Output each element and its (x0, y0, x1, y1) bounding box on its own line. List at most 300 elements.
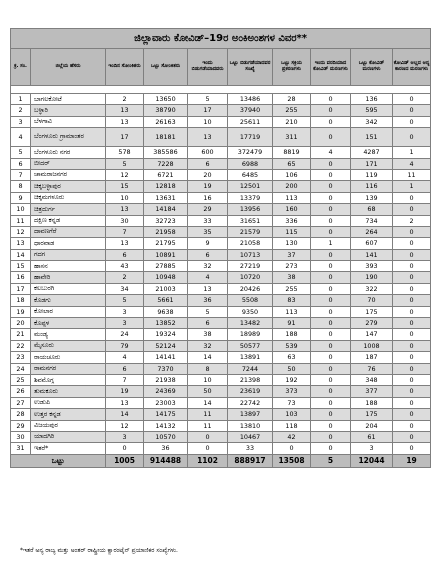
value-cell: 377 (351, 386, 393, 397)
total-value-cell: 888917 (228, 454, 273, 467)
total-value-cell: 914488 (144, 454, 188, 467)
value-cell: 14132 (144, 420, 188, 431)
value-cell: 9 (188, 238, 228, 249)
value-cell: 12818 (144, 181, 188, 192)
value-cell: 0 (311, 374, 351, 385)
value-cell: 38790 (144, 105, 188, 116)
value-cell: 11 (393, 169, 431, 180)
value-cell: 13 (106, 116, 144, 127)
value-cell: 0 (393, 420, 431, 431)
value-cell: 3 (106, 318, 144, 329)
spacer-row (11, 86, 431, 94)
value-cell: 7 (106, 226, 144, 237)
value-cell: 26163 (144, 116, 188, 127)
value-cell: 21958 (144, 226, 188, 237)
value-cell: 68 (351, 204, 393, 215)
table-row (11, 340, 431, 351)
district-name-cell: ತುಮಕೂರು (31, 386, 106, 397)
value-cell: 116 (351, 181, 393, 192)
value-cell: 34 (106, 283, 144, 294)
table-row (11, 215, 431, 226)
table-row (11, 352, 431, 363)
district-name-cell: ರಾಮನಗರ (31, 363, 106, 374)
value-cell: 0 (311, 352, 351, 363)
district-name-cell: ಮಂಡ್ಯ (31, 329, 106, 340)
value-cell: 11 (188, 409, 228, 420)
value-cell: 23003 (144, 397, 188, 408)
value-cell: 17719 (228, 128, 273, 147)
district-name-cell: ಚಿಕ್ಕಮಗಳೂರು (31, 192, 106, 203)
value-cell: 0 (393, 397, 431, 408)
table-row (11, 105, 431, 116)
value-cell: 14184 (144, 204, 188, 215)
serial-cell: 21 (11, 329, 31, 340)
value-cell: 21579 (228, 226, 273, 237)
value-cell: 0 (311, 261, 351, 272)
value-cell: 0 (393, 443, 431, 454)
value-cell: 33 (188, 215, 228, 226)
total-value-cell: 13508 (273, 454, 311, 467)
table-row (11, 158, 431, 169)
district-covid-table (10, 28, 431, 468)
value-cell: 10467 (228, 431, 273, 442)
value-cell: 7 (106, 374, 144, 385)
value-cell: 15 (106, 181, 144, 192)
value-cell: 0 (106, 443, 144, 454)
value-cell: 0 (188, 443, 228, 454)
value-cell: 0 (393, 374, 431, 385)
value-cell: 63 (273, 352, 311, 363)
district-name-cell: ಹಾವೇರಿ (31, 272, 106, 283)
table-row (11, 249, 431, 260)
value-cell: 264 (351, 226, 393, 237)
value-cell: 210 (273, 116, 311, 127)
table-row (11, 181, 431, 192)
value-cell: 20 (188, 169, 228, 180)
value-cell: 600 (188, 147, 228, 158)
value-cell: 0 (311, 158, 351, 169)
value-cell: 0 (393, 340, 431, 351)
value-cell: 0 (311, 116, 351, 127)
value-cell: 0 (393, 238, 431, 249)
value-cell: 18181 (144, 128, 188, 147)
table-row (11, 226, 431, 237)
table-row (11, 169, 431, 180)
value-cell: 38 (273, 272, 311, 283)
value-cell: 578 (106, 147, 144, 158)
serial-cell: 18 (11, 295, 31, 306)
table-row (11, 329, 431, 340)
value-cell: 61 (351, 431, 393, 442)
value-cell: 5508 (228, 295, 273, 306)
value-cell: 6721 (144, 169, 188, 180)
value-cell: 0 (311, 169, 351, 180)
serial-cell: 23 (11, 352, 31, 363)
serial-cell: 2 (11, 105, 31, 116)
serial-cell: 30 (11, 431, 31, 442)
value-cell: 106 (273, 169, 311, 180)
total-value-cell: 1102 (188, 454, 228, 467)
table-row (11, 238, 431, 249)
value-cell: 21058 (228, 238, 273, 249)
table-row (11, 374, 431, 385)
serial-cell: 24 (11, 363, 31, 374)
value-cell: 32 (188, 340, 228, 351)
value-cell: 0 (393, 295, 431, 306)
table-row (11, 272, 431, 283)
value-cell: 50577 (228, 340, 273, 351)
serial-cell: 29 (11, 420, 31, 431)
value-cell: 0 (311, 192, 351, 203)
value-cell: 50 (188, 386, 228, 397)
value-cell: 13 (106, 204, 144, 215)
value-cell: 4 (188, 272, 228, 283)
value-cell: 37 (273, 249, 311, 260)
value-cell: 0 (393, 386, 431, 397)
value-cell: 0 (393, 283, 431, 294)
value-cell: 0 (311, 215, 351, 226)
value-cell: 2 (393, 215, 431, 226)
value-cell: 151 (351, 128, 393, 147)
value-cell: 119 (351, 169, 393, 180)
district-name-cell: ಬೆಳಗಾವಿ (31, 116, 106, 127)
district-name-cell: ಬಳ್ಳಾರಿ (31, 105, 106, 116)
value-cell: 130 (273, 238, 311, 249)
serial-cell: 22 (11, 340, 31, 351)
district-name-cell: ಕೊಡಗು (31, 295, 106, 306)
value-cell: 0 (393, 94, 431, 105)
value-cell: 0 (393, 431, 431, 442)
table-row (11, 420, 431, 431)
serial-cell: 28 (11, 409, 31, 420)
covid-stats-sheet (10, 28, 430, 468)
value-cell: 5 (106, 295, 144, 306)
value-cell: 10570 (144, 431, 188, 442)
value-cell: 20426 (228, 283, 273, 294)
value-cell: 14 (188, 352, 228, 363)
value-cell: 0 (393, 105, 431, 116)
serial-cell: 1 (11, 94, 31, 105)
value-cell: 6988 (228, 158, 273, 169)
value-cell: 12501 (228, 181, 273, 192)
district-name-cell: ದಕ್ಷಿಣ ಕನ್ನಡ (31, 215, 106, 226)
value-cell: 113 (273, 192, 311, 203)
value-cell: 10720 (228, 272, 273, 283)
value-cell: 0 (188, 431, 228, 442)
column-header: ಇಂದು ವರದಿಯಾದ ಕೋವಿಡ್ ಮರಣಗಳು (311, 49, 351, 86)
serial-cell: 17 (11, 283, 31, 294)
value-cell: 6 (188, 249, 228, 260)
column-header: ಒಟ್ಟು ಸೋಂಕಿತರು (144, 49, 188, 86)
value-cell: 10 (106, 192, 144, 203)
total-value-cell: 12044 (351, 454, 393, 467)
value-cell: 13379 (228, 192, 273, 203)
value-cell: 27885 (144, 261, 188, 272)
value-cell: 1 (311, 238, 351, 249)
value-cell: 29 (188, 204, 228, 215)
value-cell: 255 (273, 283, 311, 294)
value-cell: 13 (106, 105, 144, 116)
value-cell: 190 (351, 272, 393, 283)
value-cell: 17 (188, 105, 228, 116)
value-cell: 200 (273, 181, 311, 192)
value-cell: 43 (106, 261, 144, 272)
value-cell: 171 (351, 158, 393, 169)
district-name-cell: ಉಡುಪಿ (31, 397, 106, 408)
value-cell: 13 (106, 238, 144, 249)
value-cell: 36 (188, 295, 228, 306)
serial-cell: 31 (11, 443, 31, 454)
column-header: ಇಂದು ಬಿಡುಗಡೆಯಾದವರು (188, 49, 228, 86)
value-cell: 279 (351, 318, 393, 329)
column-header: ಒಟ್ಟು ಸಕ್ರಿಯ ಪ್ರಕರಣಗಳು (273, 49, 311, 86)
footnote: *ಇತರೆ ಅನ್ಯ ರಾಜ್ಯ ಮತ್ತು ಅಂತರ್ ರಾಷ್ಟ್ರೀಯ ಕ್ವಾರಂಟೈನ್ ಪ್ರಯಾಣಿಕರ ಸಂಖ್ಯೆಗಳು. (20, 547, 178, 554)
value-cell: 3 (351, 443, 393, 454)
district-name-cell: ಯಾದಗಿರಿ (31, 431, 106, 442)
district-name-cell: ಕೋಲಾರ (31, 306, 106, 317)
district-name-cell: ರಾಯಚೂರು (31, 352, 106, 363)
value-cell: 0 (393, 409, 431, 420)
value-cell: 25611 (228, 116, 273, 127)
value-cell: 192 (273, 374, 311, 385)
district-name-cell: ಉತ್ತರ ಕನ್ನಡ (31, 409, 106, 420)
value-cell: 188 (351, 397, 393, 408)
value-cell: 607 (351, 238, 393, 249)
value-cell: 13 (188, 128, 228, 147)
value-cell: 35 (188, 226, 228, 237)
table-row (11, 386, 431, 397)
value-cell: 1008 (351, 340, 393, 351)
value-cell: 50 (273, 363, 311, 374)
serial-cell: 20 (11, 318, 31, 329)
value-cell: 0 (311, 128, 351, 147)
value-cell: 13482 (228, 318, 273, 329)
value-cell: 8 (188, 363, 228, 374)
serial-cell: 25 (11, 374, 31, 385)
table-row (11, 431, 431, 442)
district-name-cell: ಚಿತ್ರದುರ್ಗ (31, 204, 106, 215)
header-row (11, 49, 431, 86)
value-cell: 136 (351, 94, 393, 105)
column-header: ಇಂದಿನ ಸೋಂಕಿತರು (106, 49, 144, 86)
value-cell: 373 (273, 386, 311, 397)
value-cell: 0 (311, 306, 351, 317)
value-cell: 0 (311, 363, 351, 374)
value-cell: 76 (351, 363, 393, 374)
value-cell: 13810 (228, 420, 273, 431)
column-header: ಒಟ್ಟು ಬಿಡುಗಡೆಯಾದವರ ಸಂಖ್ಯೆ (228, 49, 273, 86)
table-row (11, 204, 431, 215)
value-cell: 19324 (144, 329, 188, 340)
table-row (11, 306, 431, 317)
value-cell: 322 (351, 283, 393, 294)
value-cell: 10948 (144, 272, 188, 283)
value-cell: 6 (188, 318, 228, 329)
value-cell: 10 (188, 374, 228, 385)
value-cell: 13 (106, 397, 144, 408)
value-cell: 311 (273, 128, 311, 147)
table-row (11, 409, 431, 420)
value-cell: 372479 (228, 147, 273, 158)
value-cell: 21398 (228, 374, 273, 385)
serial-cell: 13 (11, 238, 31, 249)
value-cell: 0 (393, 306, 431, 317)
serial-cell: 9 (11, 192, 31, 203)
value-cell: 0 (311, 226, 351, 237)
district-name-cell: ವಿಜಯಪುರ (31, 420, 106, 431)
value-cell: 0 (311, 105, 351, 116)
value-cell: 6 (106, 363, 144, 374)
value-cell: 0 (311, 295, 351, 306)
column-header: ಕೋವಿಡ್ ಅಲ್ಲದ ಅನ್ಯ ಕಾರಣದ ಮರಣಗಳು (393, 49, 431, 86)
value-cell: 37940 (228, 105, 273, 116)
serial-cell: 27 (11, 397, 31, 408)
value-cell: 91 (273, 318, 311, 329)
value-cell: 5 (106, 158, 144, 169)
table-row (11, 192, 431, 203)
value-cell: 204 (351, 420, 393, 431)
value-cell: 0 (393, 272, 431, 283)
serial-cell: 12 (11, 226, 31, 237)
value-cell: 0 (311, 443, 351, 454)
serial-cell: 4 (11, 128, 31, 147)
table-row (11, 363, 431, 374)
value-cell: 113 (273, 306, 311, 317)
column-header: ಒಟ್ಟು ಕೋವಿಡ್ ಮರಣಗಳು (351, 49, 393, 86)
value-cell: 160 (273, 204, 311, 215)
table-row (11, 397, 431, 408)
district-name-cell: ಚಾಮರಾಜನಗರ (31, 169, 106, 180)
value-cell: 27219 (228, 261, 273, 272)
value-cell: 83 (273, 295, 311, 306)
table-row (11, 128, 431, 147)
total-value-cell: 1005 (106, 454, 144, 467)
value-cell: 0 (311, 181, 351, 192)
value-cell: 23619 (228, 386, 273, 397)
column-header: ಜಿಲ್ಲೆಯ ಹೆಸರು (31, 49, 106, 86)
value-cell: 13852 (144, 318, 188, 329)
district-name-cell: ಕೊಪ್ಪಳ (31, 318, 106, 329)
district-name-cell: ಶಿವಮೊಗ್ಗ (31, 374, 106, 385)
value-cell: 12 (106, 169, 144, 180)
value-cell: 187 (351, 352, 393, 363)
value-cell: 118 (273, 420, 311, 431)
value-cell: 139 (351, 192, 393, 203)
table-row (11, 318, 431, 329)
value-cell: 32723 (144, 215, 188, 226)
value-cell: 13897 (228, 409, 273, 420)
value-cell: 7370 (144, 363, 188, 374)
value-cell: 19 (188, 181, 228, 192)
district-name-cell: ಮೈಸೂರು (31, 340, 106, 351)
value-cell: 24 (106, 329, 144, 340)
serial-cell: 7 (11, 169, 31, 180)
value-cell: 0 (311, 386, 351, 397)
value-cell: 0 (393, 204, 431, 215)
value-cell: 8819 (273, 147, 311, 158)
serial-cell: 5 (11, 147, 31, 158)
value-cell: 36 (144, 443, 188, 454)
district-name-cell: ಬಾಗಲಕೋಟೆ (31, 94, 106, 105)
value-cell: 13 (188, 283, 228, 294)
value-cell: 42 (273, 431, 311, 442)
district-name-cell: ಬೆಂಗಳೂರು ನಗರ (31, 147, 106, 158)
value-cell: 13486 (228, 94, 273, 105)
value-cell: 188 (273, 329, 311, 340)
value-cell: 7228 (144, 158, 188, 169)
value-cell: 1 (393, 147, 431, 158)
table-body (11, 94, 431, 455)
value-cell: 10891 (144, 249, 188, 260)
value-cell: 0 (393, 352, 431, 363)
district-name-cell: ದಾವಣಗೆರೆ (31, 226, 106, 237)
value-cell: 0 (393, 116, 431, 127)
value-cell: 31651 (228, 215, 273, 226)
value-cell: 5661 (144, 295, 188, 306)
serial-cell: 6 (11, 158, 31, 169)
serial-cell: 26 (11, 386, 31, 397)
value-cell: 595 (351, 105, 393, 116)
value-cell: 2 (106, 272, 144, 283)
value-cell: 13631 (144, 192, 188, 203)
value-cell: 5 (188, 94, 228, 105)
serial-cell: 19 (11, 306, 31, 317)
table-row (11, 261, 431, 272)
total-label: ಒಟ್ಟು (11, 454, 106, 467)
value-cell: 0 (393, 329, 431, 340)
value-cell: 348 (351, 374, 393, 385)
value-cell: 52124 (144, 340, 188, 351)
value-cell: 28 (273, 94, 311, 105)
value-cell: 0 (393, 128, 431, 147)
value-cell: 0 (311, 397, 351, 408)
value-cell: 14 (188, 397, 228, 408)
value-cell: 0 (311, 249, 351, 260)
table-row (11, 94, 431, 105)
value-cell: 4 (393, 158, 431, 169)
value-cell: 11 (188, 420, 228, 431)
value-cell: 73 (273, 397, 311, 408)
total-value-cell: 19 (393, 454, 431, 467)
value-cell: 18989 (228, 329, 273, 340)
value-cell: 0 (311, 283, 351, 294)
value-cell: 0 (393, 318, 431, 329)
value-cell: 9350 (228, 306, 273, 317)
serial-cell: 15 (11, 261, 31, 272)
value-cell: 0 (393, 363, 431, 374)
value-cell: 14141 (144, 352, 188, 363)
value-cell: 0 (393, 192, 431, 203)
value-cell: 0 (311, 409, 351, 420)
district-name-cell: ಬೆಂಗಳೂರು ಗ್ರಾಮಾಂತರ (31, 128, 106, 147)
column-header: ಕ್ರ. ಸಂ. (11, 49, 31, 86)
district-name-cell: ಗದಗ (31, 249, 106, 260)
serial-cell: 11 (11, 215, 31, 226)
value-cell: 3 (106, 306, 144, 317)
value-cell: 0 (311, 272, 351, 283)
value-cell: 0 (311, 318, 351, 329)
value-cell: 0 (393, 226, 431, 237)
value-cell: 38 (188, 329, 228, 340)
district-name-cell: ಹಾಸನ (31, 261, 106, 272)
value-cell: 0 (311, 431, 351, 442)
value-cell: 79 (106, 340, 144, 351)
value-cell: 342 (351, 116, 393, 127)
value-cell: 22742 (228, 397, 273, 408)
serial-cell: 10 (11, 204, 31, 215)
total-row (11, 454, 431, 467)
table-row (11, 116, 431, 127)
